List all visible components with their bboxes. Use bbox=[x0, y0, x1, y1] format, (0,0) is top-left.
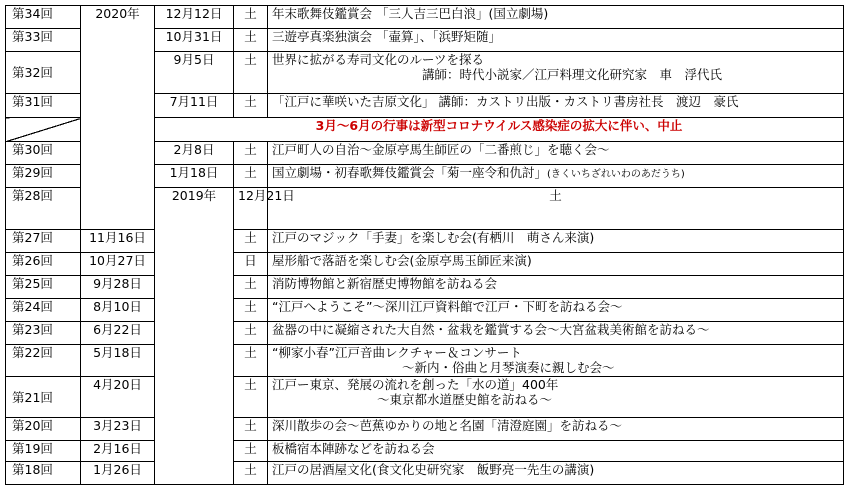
event-weekday: 土 bbox=[234, 418, 268, 441]
event-weekday: 土 bbox=[234, 441, 268, 462]
event-title: 板橋宿本陣跡などを訪ねる会 bbox=[268, 441, 844, 462]
event-number: 第33回 bbox=[6, 29, 81, 52]
event-number: 第32回 bbox=[6, 52, 81, 94]
event-title: 江戸町人の自治～金原亭馬生師匠の「二番煎じ」を聴く会～ bbox=[268, 142, 844, 165]
event-title: 年末歌舞伎鑑賞会 「三人吉三巴白浪」(国立劇場) bbox=[268, 6, 844, 29]
event-weekday: 土 bbox=[234, 6, 268, 29]
event-number: 第18回 bbox=[6, 462, 81, 485]
event-weekday: 土 bbox=[234, 230, 268, 253]
event-title: 消防博物館と新宿歴史博物館を訪ねる会 bbox=[268, 276, 844, 299]
event-date: 9月5日 bbox=[155, 52, 234, 94]
event-number: 第31回 bbox=[6, 94, 81, 118]
event-title: 深川散歩の会～芭蕉ゆかりの地と名園「清澄庭園」を訪ねる～ bbox=[268, 418, 844, 441]
event-title: 三遊亭真楽独演会 「壷算」、「浜野矩随」 bbox=[268, 29, 844, 52]
event-subtitle: ～東京都水道歴史館を訪ねる～ bbox=[377, 392, 553, 407]
table-row bbox=[6, 418, 844, 441]
event-date: 12月12日 bbox=[155, 6, 234, 29]
diagonal-divider bbox=[6, 118, 81, 142]
event-history-table bbox=[5, 5, 844, 485]
event-weekday: 土 bbox=[234, 94, 268, 118]
event-description bbox=[268, 345, 844, 377]
event-weekday: 土 bbox=[234, 52, 268, 94]
cancellation-notice: 3月～6月の行事は新型コロナウイルス感染症の拡大に伴い、中止 bbox=[155, 118, 844, 142]
event-date: 2月8日 bbox=[155, 142, 234, 165]
event-date: 8月10日 bbox=[81, 299, 155, 322]
event-weekday: 日 bbox=[234, 253, 268, 276]
event-number: 第28回 bbox=[6, 188, 81, 230]
event-number: 第22回 bbox=[6, 345, 81, 377]
table-row bbox=[6, 276, 844, 299]
event-description bbox=[268, 377, 844, 418]
event-date: 3月23日 bbox=[81, 418, 155, 441]
event-title: 江戸ー東京、発展の流れを創った「水の道」400年 bbox=[272, 377, 559, 392]
table-row bbox=[6, 253, 844, 276]
event-weekday: 土 bbox=[234, 276, 268, 299]
event-lecturer: 講師：時代小説家／江戸料理文化研究家 車 浮代氏 bbox=[422, 67, 723, 82]
table-row bbox=[6, 6, 844, 29]
event-number: 第19回 bbox=[6, 441, 81, 462]
event-title: “江戸へようこそ”～深川江戸資料館で江戸・下町を訪ねる会～ bbox=[268, 299, 844, 322]
year-2019: 2019年 bbox=[155, 188, 234, 485]
event-title: 国立劇場・初春歌舞伎鑑賞会「菊一座令和仇討」 bbox=[272, 165, 548, 180]
event-title: 江戸の居酒屋文化(食文化史研究家 飯野亮一先生の講演) bbox=[268, 462, 844, 485]
table-row bbox=[6, 299, 844, 322]
event-number: 第30回 bbox=[6, 142, 81, 165]
event-weekday: 土 bbox=[234, 345, 268, 377]
event-date: 5月18日 bbox=[81, 345, 155, 377]
table-row bbox=[6, 322, 844, 345]
year-2020: 2020年 bbox=[81, 6, 155, 230]
event-date: 6月22日 bbox=[81, 322, 155, 345]
event-number: 第23回 bbox=[6, 322, 81, 345]
event-reading: (きくいちざれいわのあだうち) bbox=[547, 169, 685, 180]
event-weekday: 土 bbox=[234, 142, 268, 165]
event-date: 1月26日 bbox=[81, 462, 155, 485]
table-row bbox=[6, 462, 844, 485]
event-date: 7月11日 bbox=[155, 94, 234, 118]
event-number: 第26回 bbox=[6, 253, 81, 276]
event-date: 9月28日 bbox=[81, 276, 155, 299]
event-number: 第21回 bbox=[6, 377, 81, 418]
event-description bbox=[268, 165, 844, 188]
event-title: “柳家小春”江戸音曲レクチャー＆コンサート bbox=[272, 345, 522, 360]
table-row bbox=[6, 230, 844, 253]
event-title: 屋形船で落語を楽しむ会(金原亭馬玉師匠来演) bbox=[268, 253, 844, 276]
event-description bbox=[268, 52, 844, 94]
event-title: 江戸のマジック「手妻」を楽しむ会(有栖川 萌さん来演) bbox=[268, 230, 844, 253]
event-weekday: 土 bbox=[234, 462, 268, 485]
event-title: 世界に拡がる寿司文化のルーツを探る bbox=[272, 52, 485, 67]
event-date: 12月21日 bbox=[234, 188, 268, 230]
table-row bbox=[6, 441, 844, 462]
table-row bbox=[6, 345, 844, 377]
event-weekday: 土 bbox=[234, 165, 268, 188]
event-date: 10月27日 bbox=[81, 253, 155, 276]
event-number: 第24回 bbox=[6, 299, 81, 322]
event-number: 第25回 bbox=[6, 276, 81, 299]
event-date: 11月16日 bbox=[81, 230, 155, 253]
event-date: 4月20日 bbox=[81, 377, 155, 418]
event-weekday: 土 bbox=[234, 29, 268, 52]
event-number: 第34回 bbox=[6, 6, 81, 29]
event-number: 第20回 bbox=[6, 418, 81, 441]
event-subtitle: ～新内・俗曲と月琴演奏に親しむ会～ bbox=[402, 360, 615, 375]
event-number: 第29回 bbox=[6, 165, 81, 188]
event-weekday: 土 bbox=[234, 322, 268, 345]
event-title: 盆器の中に凝縮された大自然・盆栽を鑑賞する会～大宮盆栽美術館を訪ねる～ bbox=[268, 322, 844, 345]
table-row bbox=[6, 377, 844, 418]
event-weekday: 土 bbox=[268, 188, 844, 230]
event-date: 10月31日 bbox=[155, 29, 234, 52]
event-date: 2月16日 bbox=[81, 441, 155, 462]
event-weekday: 土 bbox=[234, 377, 268, 418]
event-number: 第27回 bbox=[6, 230, 81, 253]
event-date: 1月18日 bbox=[155, 165, 234, 188]
event-title: 「江戸に華咲いた吉原文化」 講師：カストリ出版・カストリ書房社長 渡辺 豪氏 bbox=[268, 94, 844, 118]
event-weekday: 土 bbox=[234, 299, 268, 322]
